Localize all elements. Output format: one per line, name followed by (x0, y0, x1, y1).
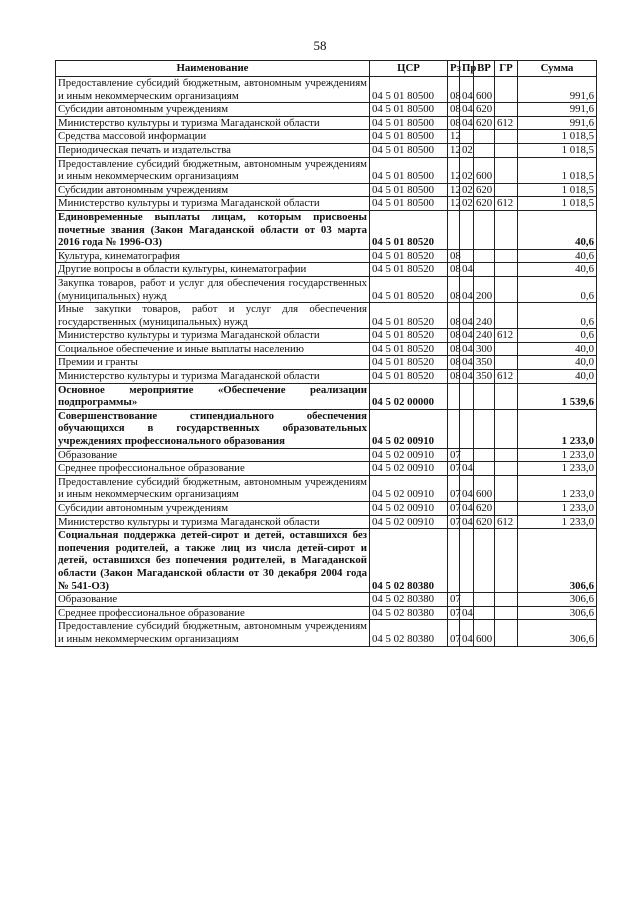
cell-csr: 04 5 02 00910 (370, 448, 448, 462)
cell-gr: 612 (495, 370, 518, 384)
cell-sum: 1 233,0 (518, 462, 597, 476)
cell-vr: 200 (474, 276, 495, 302)
cell-sum: 991,6 (518, 77, 597, 103)
cell-gr (495, 383, 518, 409)
cell-pr (460, 529, 474, 593)
table-row (56, 143, 597, 157)
cell-csr: 04 5 02 00910 (370, 462, 448, 476)
cell-sum: 1 018,5 (518, 183, 597, 197)
cell-rz: 08 (448, 77, 460, 103)
cell-pr: 04 (460, 263, 474, 277)
cell-vr: 350 (474, 370, 495, 384)
cell-csr: 04 5 01 80500 (370, 157, 448, 183)
cell-pr (460, 130, 474, 144)
cell-name: Субсидии автономным учреждениям (56, 103, 370, 117)
cell-name: Периодическая печать и издательства (56, 143, 370, 157)
cell-csr: 04 5 02 80380 (370, 593, 448, 607)
cell-rz: 08 (448, 342, 460, 356)
cell-csr: 04 5 01 80520 (370, 210, 448, 249)
table-row (56, 130, 597, 144)
cell-csr: 04 5 01 80500 (370, 116, 448, 130)
header-gr: ГР (495, 61, 518, 77)
cell-rz: 07 (448, 462, 460, 476)
cell-csr: 04 5 02 00000 (370, 383, 448, 409)
cell-vr: 620 (474, 103, 495, 117)
table-row (56, 249, 597, 263)
cell-csr: 04 5 01 80500 (370, 77, 448, 103)
cell-vr: 600 (474, 475, 495, 501)
cell-pr: 04 (460, 462, 474, 476)
header-pr: Пр (460, 61, 474, 77)
table-row (56, 77, 597, 103)
cell-rz: 07 (448, 515, 460, 529)
cell-pr: 04 (460, 303, 474, 329)
table-row (56, 303, 597, 329)
cell-vr (474, 606, 495, 620)
cell-pr (460, 249, 474, 263)
table-row (56, 515, 597, 529)
cell-pr: 02 (460, 143, 474, 157)
table-row (56, 276, 597, 302)
cell-gr (495, 303, 518, 329)
cell-name: Среднее профессиональное образование (56, 606, 370, 620)
cell-pr: 04 (460, 620, 474, 646)
cell-name: Министерство культуры и туризма Магаданской области (56, 197, 370, 211)
cell-sum: 40,6 (518, 263, 597, 277)
cell-csr: 04 5 01 80520 (370, 276, 448, 302)
cell-rz (448, 529, 460, 593)
cell-rz: 07 (448, 502, 460, 516)
cell-name: Другие вопросы в области культуры, кинематографии (56, 263, 370, 277)
cell-gr (495, 620, 518, 646)
cell-sum: 306,6 (518, 593, 597, 607)
cell-pr: 02 (460, 197, 474, 211)
cell-vr: 620 (474, 183, 495, 197)
cell-pr: 02 (460, 183, 474, 197)
cell-rz: 12 (448, 183, 460, 197)
table-row (56, 409, 597, 448)
cell-gr (495, 210, 518, 249)
cell-sum: 40,6 (518, 249, 597, 263)
table-row (56, 383, 597, 409)
cell-rz: 08 (448, 116, 460, 130)
cell-csr: 04 5 01 80500 (370, 103, 448, 117)
cell-csr: 04 5 01 80520 (370, 356, 448, 370)
cell-gr: 612 (495, 197, 518, 211)
cell-gr (495, 529, 518, 593)
cell-rz: 08 (448, 370, 460, 384)
page-number: 58 (313, 38, 327, 53)
cell-name: Закупка товаров, работ и услуг для обеспечения государственных (муниципальных) нужд (56, 276, 370, 302)
cell-pr: 04 (460, 370, 474, 384)
cell-vr (474, 448, 495, 462)
header-rz: Рз (448, 61, 460, 77)
table-row (56, 263, 597, 277)
cell-sum: 1 018,5 (518, 157, 597, 183)
cell-gr (495, 276, 518, 302)
cell-name: Среднее профессиональное образование (56, 462, 370, 476)
cell-gr (495, 342, 518, 356)
table-row (56, 329, 597, 343)
table-row (56, 183, 597, 197)
table-row (56, 606, 597, 620)
cell-sum: 1 233,0 (518, 448, 597, 462)
cell-gr (495, 409, 518, 448)
cell-vr: 620 (474, 502, 495, 516)
cell-sum: 1 233,0 (518, 475, 597, 501)
cell-vr: 600 (474, 157, 495, 183)
cell-pr: 04 (460, 475, 474, 501)
cell-pr: 04 (460, 276, 474, 302)
cell-name: Единовременные выплаты лицам, которым присвоены почетные звания (Закон Магаданской области от 03 марта 2016 года № 1996-ОЗ) (56, 210, 370, 249)
cell-name: Субсидии автономным учреждениям (56, 502, 370, 516)
cell-gr (495, 103, 518, 117)
cell-csr: 04 5 01 80520 (370, 263, 448, 277)
cell-csr: 04 5 02 00910 (370, 475, 448, 501)
cell-sum: 991,6 (518, 103, 597, 117)
cell-name: Премии и гранты (56, 356, 370, 370)
cell-vr: 600 (474, 77, 495, 103)
cell-pr (460, 448, 474, 462)
cell-gr (495, 263, 518, 277)
cell-vr: 240 (474, 303, 495, 329)
cell-name: Предоставление субсидий бюджетным, автономным учреждениям и иным некоммерческим организациям (56, 620, 370, 646)
header-name: Наименование (56, 61, 370, 77)
cell-csr: 04 5 01 80520 (370, 342, 448, 356)
cell-name: Социальное обеспечение и иные выплаты населению (56, 342, 370, 356)
cell-csr: 04 5 02 00910 (370, 515, 448, 529)
cell-pr: 04 (460, 342, 474, 356)
cell-pr: 04 (460, 103, 474, 117)
cell-name: Основное мероприятие «Обеспечение реализации подпрограммы» (56, 383, 370, 409)
cell-vr (474, 143, 495, 157)
cell-vr (474, 130, 495, 144)
cell-rz: 07 (448, 475, 460, 501)
cell-name: Предоставление субсидий бюджетным, автономным учреждениям и иным некоммерческим организациям (56, 157, 370, 183)
cell-vr (474, 409, 495, 448)
table-row (56, 103, 597, 117)
cell-rz: 07 (448, 620, 460, 646)
table-row (56, 529, 597, 593)
cell-gr (495, 77, 518, 103)
cell-vr: 620 (474, 515, 495, 529)
cell-gr (495, 462, 518, 476)
cell-csr: 04 5 01 80500 (370, 183, 448, 197)
table-row (56, 116, 597, 130)
table-row (56, 356, 597, 370)
cell-name: Иные закупки товаров, работ и услуг для обеспечения государственных (муниципальных) нужд (56, 303, 370, 329)
cell-pr: 04 (460, 356, 474, 370)
cell-name: Образование (56, 448, 370, 462)
table-header-row (56, 61, 597, 77)
cell-sum: 1 233,0 (518, 502, 597, 516)
table-row (56, 210, 597, 249)
cell-sum: 40,6 (518, 210, 597, 249)
budget-table (55, 60, 597, 647)
cell-sum: 1 018,5 (518, 130, 597, 144)
cell-rz: 12 (448, 157, 460, 183)
cell-pr: 04 (460, 606, 474, 620)
cell-csr: 04 5 02 80380 (370, 620, 448, 646)
cell-csr: 04 5 01 80520 (370, 329, 448, 343)
cell-pr (460, 409, 474, 448)
cell-gr: 612 (495, 329, 518, 343)
cell-gr (495, 448, 518, 462)
cell-sum: 0,6 (518, 276, 597, 302)
cell-rz: 08 (448, 356, 460, 370)
cell-vr (474, 249, 495, 263)
cell-pr (460, 210, 474, 249)
cell-csr: 04 5 01 80500 (370, 130, 448, 144)
cell-csr: 04 5 02 00910 (370, 409, 448, 448)
cell-sum: 0,6 (518, 329, 597, 343)
cell-gr: 612 (495, 515, 518, 529)
cell-vr (474, 383, 495, 409)
cell-vr: 300 (474, 342, 495, 356)
cell-rz: 07 (448, 448, 460, 462)
cell-vr (474, 210, 495, 249)
table-row (56, 475, 597, 501)
cell-sum: 1 018,5 (518, 143, 597, 157)
cell-gr (495, 183, 518, 197)
cell-name: Социальная поддержка детей-сирот и детей, оставшихся без попечения родителей, а также лиц из числа детей-сирот и детей, оставшихся без попечения родителей, в Магаданской области (Закон Магаданской области от 30 декабря 2004 года № 541-ОЗ) (56, 529, 370, 593)
cell-gr (495, 502, 518, 516)
cell-csr: 04 5 01 80500 (370, 197, 448, 211)
cell-gr (495, 356, 518, 370)
cell-name: Предоставление субсидий бюджетным, автономным учреждениям и иным некоммерческим организациям (56, 475, 370, 501)
cell-vr: 600 (474, 620, 495, 646)
cell-rz (448, 210, 460, 249)
table-row (56, 342, 597, 356)
cell-sum: 306,6 (518, 529, 597, 593)
cell-gr (495, 606, 518, 620)
table-row (56, 197, 597, 211)
cell-pr: 04 (460, 77, 474, 103)
cell-name: Министерство культуры и туризма Магаданской области (56, 329, 370, 343)
cell-csr: 04 5 01 80520 (370, 370, 448, 384)
table-row (56, 462, 597, 476)
cell-pr (460, 593, 474, 607)
cell-csr: 04 5 01 80520 (370, 249, 448, 263)
cell-csr: 04 5 02 00910 (370, 502, 448, 516)
cell-rz: 08 (448, 263, 460, 277)
cell-rz: 12 (448, 143, 460, 157)
cell-vr: 620 (474, 197, 495, 211)
table-row (56, 448, 597, 462)
cell-pr: 02 (460, 157, 474, 183)
cell-name: Средства массовой информации (56, 130, 370, 144)
cell-sum: 40,0 (518, 342, 597, 356)
cell-pr: 04 (460, 515, 474, 529)
cell-rz (448, 383, 460, 409)
cell-rz (448, 409, 460, 448)
cell-sum: 1 233,0 (518, 409, 597, 448)
cell-vr: 350 (474, 356, 495, 370)
cell-name: Предоставление субсидий бюджетным, автономным учреждениям и иным некоммерческим организациям (56, 77, 370, 103)
cell-name: Субсидии автономным учреждениям (56, 183, 370, 197)
cell-sum: 1 233,0 (518, 515, 597, 529)
cell-sum: 40,0 (518, 370, 597, 384)
cell-name: Культура, кинематография (56, 249, 370, 263)
cell-sum: 306,6 (518, 606, 597, 620)
cell-name: Министерство культуры и туризма Магаданской области (56, 370, 370, 384)
cell-gr (495, 249, 518, 263)
table-row (56, 620, 597, 646)
cell-gr: 612 (495, 116, 518, 130)
cell-vr (474, 529, 495, 593)
cell-sum: 1 539,6 (518, 383, 597, 409)
cell-pr: 04 (460, 502, 474, 516)
cell-gr (495, 593, 518, 607)
cell-gr (495, 157, 518, 183)
table-row (56, 593, 597, 607)
cell-vr (474, 593, 495, 607)
cell-vr: 240 (474, 329, 495, 343)
cell-name: Образование (56, 593, 370, 607)
cell-name: Министерство культуры и туризма Магаданской области (56, 116, 370, 130)
cell-rz: 08 (448, 276, 460, 302)
cell-gr (495, 475, 518, 501)
cell-csr: 04 5 02 80380 (370, 606, 448, 620)
cell-rz: 08 (448, 303, 460, 329)
cell-gr (495, 130, 518, 144)
cell-sum: 40,0 (518, 356, 597, 370)
cell-gr (495, 143, 518, 157)
table-row (56, 370, 597, 384)
cell-sum: 0,6 (518, 303, 597, 329)
cell-pr (460, 383, 474, 409)
cell-vr: 620 (474, 116, 495, 130)
cell-rz: 08 (448, 103, 460, 117)
header-csr: ЦСР (370, 61, 448, 77)
cell-vr (474, 263, 495, 277)
cell-sum: 991,6 (518, 116, 597, 130)
cell-rz: 07 (448, 606, 460, 620)
cell-csr: 04 5 01 80520 (370, 303, 448, 329)
cell-rz: 08 (448, 249, 460, 263)
cell-pr: 04 (460, 116, 474, 130)
cell-rz: 08 (448, 329, 460, 343)
cell-csr: 04 5 01 80500 (370, 143, 448, 157)
table-row (56, 502, 597, 516)
cell-name: Совершенствование стипендиального обеспечения обучающихся в государственных образовательных учреждениях профессионального образования (56, 409, 370, 448)
table-row (56, 157, 597, 183)
cell-name: Министерство культуры и туризма Магаданской области (56, 515, 370, 529)
header-sum: Сумма (518, 61, 597, 77)
cell-pr: 04 (460, 329, 474, 343)
cell-rz: 12 (448, 197, 460, 211)
cell-sum: 306,6 (518, 620, 597, 646)
cell-sum: 1 018,5 (518, 197, 597, 211)
cell-vr (474, 462, 495, 476)
cell-rz: 12 (448, 130, 460, 144)
cell-rz: 07 (448, 593, 460, 607)
cell-csr: 04 5 02 80380 (370, 529, 448, 593)
header-vr: ВР (474, 61, 495, 77)
